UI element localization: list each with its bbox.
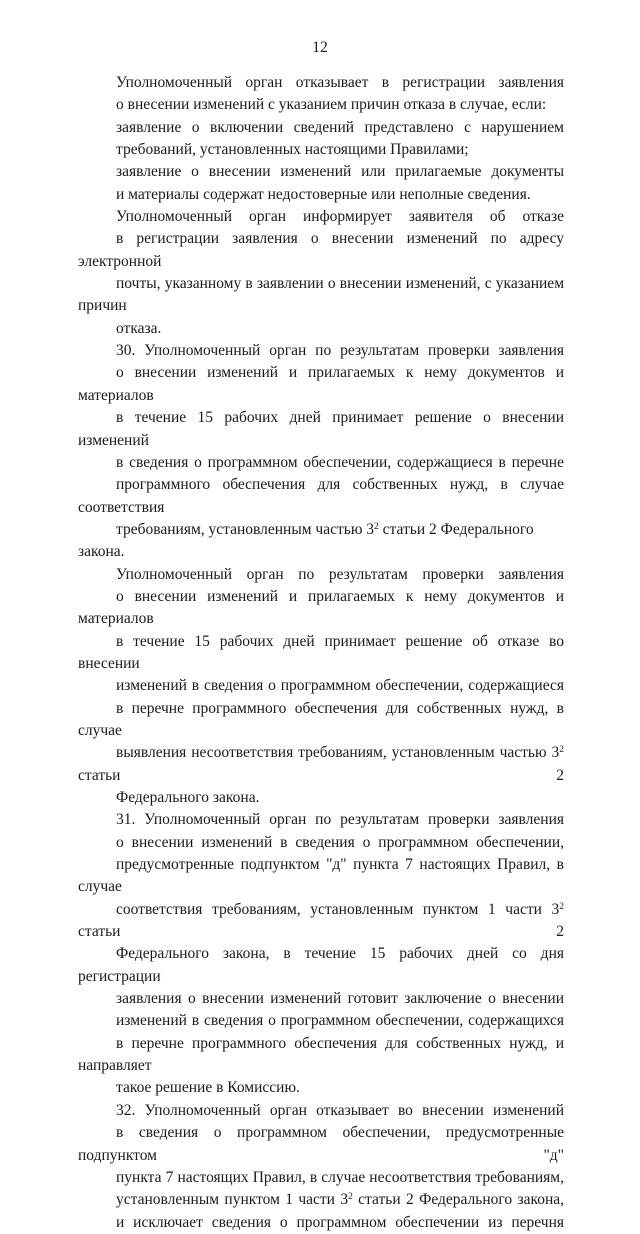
text-line: 31. Уполномоченный орган по результатам проверки заявления: [116, 811, 564, 829]
text-line: о внесении изменений в сведения о программном обеспечении,: [116, 833, 564, 851]
page-number: 12: [312, 39, 328, 56]
paragraph-item-30: [78, 340, 564, 563]
paragraph-violation-requirements: [78, 117, 564, 162]
text-line-with-superscript: [78, 519, 564, 564]
text-line: требований, установленных настоящими Правилами;: [116, 141, 469, 159]
text-line: в перечне программного обеспечения для собственных нужд, и направляет: [78, 1034, 564, 1075]
text-line: в течение 15 рабочих дней принимает решение о внесении изменений: [78, 409, 564, 449]
text-line: изменений в сведения о программном обеспечении, содержащихся: [116, 1012, 564, 1030]
superscript: 2: [374, 521, 379, 532]
text-line: Федерального закона.: [116, 789, 260, 806]
paragraph-item-32: [78, 1100, 564, 1234]
text-line: Федерального закона, в течение 15 рабочих дней со дня регистрации: [78, 945, 564, 985]
text-line: 32. Уполномоченный орган отказывает во внесении изменений: [116, 1101, 564, 1119]
text-fragment: установленным пунктом 1 части 3: [116, 1191, 349, 1209]
text-line: заявление о включении сведений представлено с нарушением: [116, 118, 564, 136]
text-line-with-superscript: [78, 899, 564, 944]
text-line: 30. Уполномоченный орган по результатам проверки заявления: [116, 342, 564, 360]
text-line: Уполномоченный орган отказывает в регистрации заявления: [116, 74, 564, 91]
paragraph-refusal-decision: [78, 564, 564, 810]
text-line: почты, указанному в заявлении о внесении изменений, с указанием причин: [78, 275, 564, 315]
text-line: в сведения о программном обеспечении, предусмотренные подпунктом "д": [78, 1124, 564, 1164]
text-line: заявления о внесении изменений готовит заключение о внесении: [116, 990, 564, 1008]
superscript: 2: [559, 745, 564, 756]
text-line: в перечне программного обеспечения для собственных нужд, в случае: [78, 699, 564, 739]
text-line: отказа.: [116, 319, 162, 337]
text-line: в течение 15 рабочих дней принимает решение об отказе во внесении: [78, 632, 564, 672]
text-fragment: статьи 2 Федерального закона,: [352, 1191, 564, 1209]
text-line: и исключает сведения о программном обеспечении из перечня: [116, 1213, 564, 1231]
text-line: предусмотренные подпунктом "д" пункта 7 настоящих Правил, в случае: [78, 856, 564, 896]
text-line: и материалы содержат недостоверные или неполные сведения.: [116, 185, 531, 203]
text-line: в сведения о программном обеспечении, содержащиеся в перечне: [116, 453, 564, 471]
superscript: 2: [348, 1192, 353, 1203]
text-line: заявление о внесении изменений или прилагаемые документы: [116, 163, 564, 181]
text-line: пункта 7 настоящих Правил, в случае несоответствия требованиям,: [116, 1168, 564, 1186]
paragraph-inform-applicant: [78, 206, 564, 340]
text-fragment: выявления несоответствия требованиям, установленным частью 3: [116, 744, 560, 762]
text-line: программного обеспечения для собственных нужд, в случае соответствия: [78, 476, 564, 516]
text-line-with-superscript: [78, 742, 564, 787]
text-line: о внесении изменений и прилагаемых к нему документов и материалов: [78, 364, 564, 404]
superscript: 2: [559, 901, 564, 912]
text-fragment: статьи 2: [78, 766, 564, 784]
text-line: Уполномоченный орган по результатам проверки заявления: [116, 565, 564, 583]
text-line: о внесении изменений и прилагаемых к нему документов и материалов: [78, 587, 564, 628]
text-fragment: требованиям, установленным частью 3: [116, 520, 375, 538]
paragraph-refusal-registration: [78, 72, 564, 117]
text-fragment: статьи 2: [78, 923, 564, 941]
text-line: Уполномоченный орган информирует заявителя об отказе: [116, 208, 564, 226]
text-fragment: статьи 2 Федерального закона.: [78, 520, 534, 561]
text-line: о внесении изменений с указанием причин отказа в случае, если:: [116, 96, 547, 114]
text-fragment: соответствия требованиям, установленным пунктом 1 части 3: [116, 900, 560, 918]
paragraph-unreliable-info: [78, 161, 564, 206]
text-line-with-superscript: [78, 1189, 564, 1211]
text-line: в регистрации заявления о внесении изменений по адресу электронной: [78, 230, 564, 270]
paragraph-item-31: [78, 809, 564, 1099]
text-line: такое решение в Комиссию.: [116, 1079, 300, 1097]
document-body: [78, 72, 564, 1234]
text-line: изменений в сведения о программном обеспечении, содержащиеся: [116, 677, 564, 695]
